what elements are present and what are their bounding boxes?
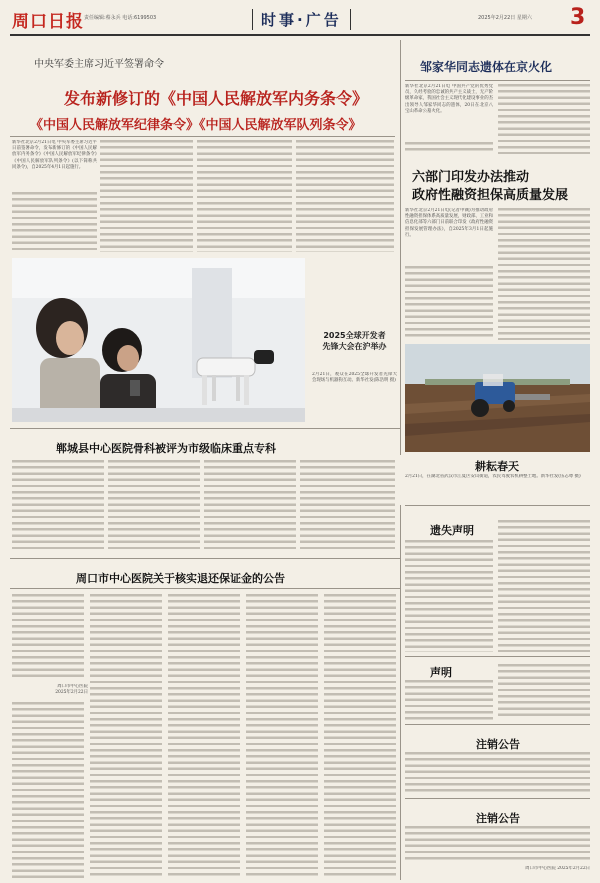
- page-number: 3: [570, 5, 586, 30]
- obituary-title: 邹家华同志遗体在京火化: [420, 60, 553, 74]
- issue-date: 2025年2月22日 星期六: [478, 15, 532, 21]
- cancellation-notice-title-2: 注销公告: [476, 812, 520, 825]
- spring-farming-photo: [405, 344, 590, 452]
- lost-statement-title: 遗失声明: [430, 524, 474, 537]
- headline-line-2: 《中国人民解放军纪律条令》《中国人民解放军队列条令》: [30, 118, 362, 133]
- deposit-refund-title: 周口市中心医院关于核实退还保证金的公告: [76, 572, 285, 585]
- cancellation-notice-title-1: 注销公告: [476, 738, 520, 751]
- editor-meta: 责任编辑:蔡永兵 电话:6199503: [84, 15, 157, 21]
- policy-lead: 新华社北京2月21日电(记者申铖)为推动政府性融资担保体系高质量发展，财政部、工业和信息化部等六部门日前联合印发《政府性融资担保发展管理办法》，自2025年3月1日起施行。: [405, 208, 493, 238]
- headline-line-1: 发布新修订的《中国人民解放军内务条令》: [64, 89, 369, 108]
- developer-conference-caption: 2月21日，观众在2025全球开发者先锋大会现场与机器狗互动。新华社发(陈浩明 摄): [312, 372, 397, 384]
- masthead: [0, 0, 600, 40]
- statement-title: 声明: [430, 666, 452, 679]
- developer-conference-photo: [12, 258, 305, 422]
- obituary-lead: 新华社北京2月21日电 中国共产党的优秀党员，久经考验的忠诚的共产主义战士，无产阶级革命家，我国社会主义现代化建设事业的杰出领导人邹家华同志的遗体，20日在北京八宝山革命公墓火化。: [405, 84, 493, 114]
- headline-lead: 新华社北京2月21日电 中央军委主席习近平日前签署命令，发布新修订的《中国人民解放军内务条令》《中国人民解放军纪律条令》《中国人民解放军队列条令》(以下简称共同条令)，自2025年4月1日起施行。: [12, 140, 97, 170]
- spring-farming-title: 耕耘春天: [475, 460, 519, 473]
- headline-kicker: 中央军委主席习近平签署命令: [34, 59, 164, 70]
- cancellation-notice-signoff: 周口市中心医院 2025年2月22日: [525, 866, 590, 871]
- newspaper-logo: 周口日报: [12, 12, 84, 32]
- spring-farming-caption: 2月21日，在湖北省武汉市江夏区安山街道，农民驾驶农机耕整土地。新华社发(伍志尊 摄): [405, 474, 581, 479]
- section-title: 时事·广告: [252, 9, 351, 30]
- hospital-orthopedics-title: 郸城县中心医院骨科被评为市级临床重点专科: [56, 442, 276, 455]
- policy-title-1: 六部门印发办法推动: [412, 170, 530, 185]
- policy-title-2: 政府性融资担保高质量发展: [412, 188, 569, 203]
- deposit-refund-signoff: 周口市中心医院 2025年2月22日: [55, 684, 88, 696]
- developer-conference-title: 2025全球开发者 先锋大会在沪举办: [322, 331, 387, 351]
